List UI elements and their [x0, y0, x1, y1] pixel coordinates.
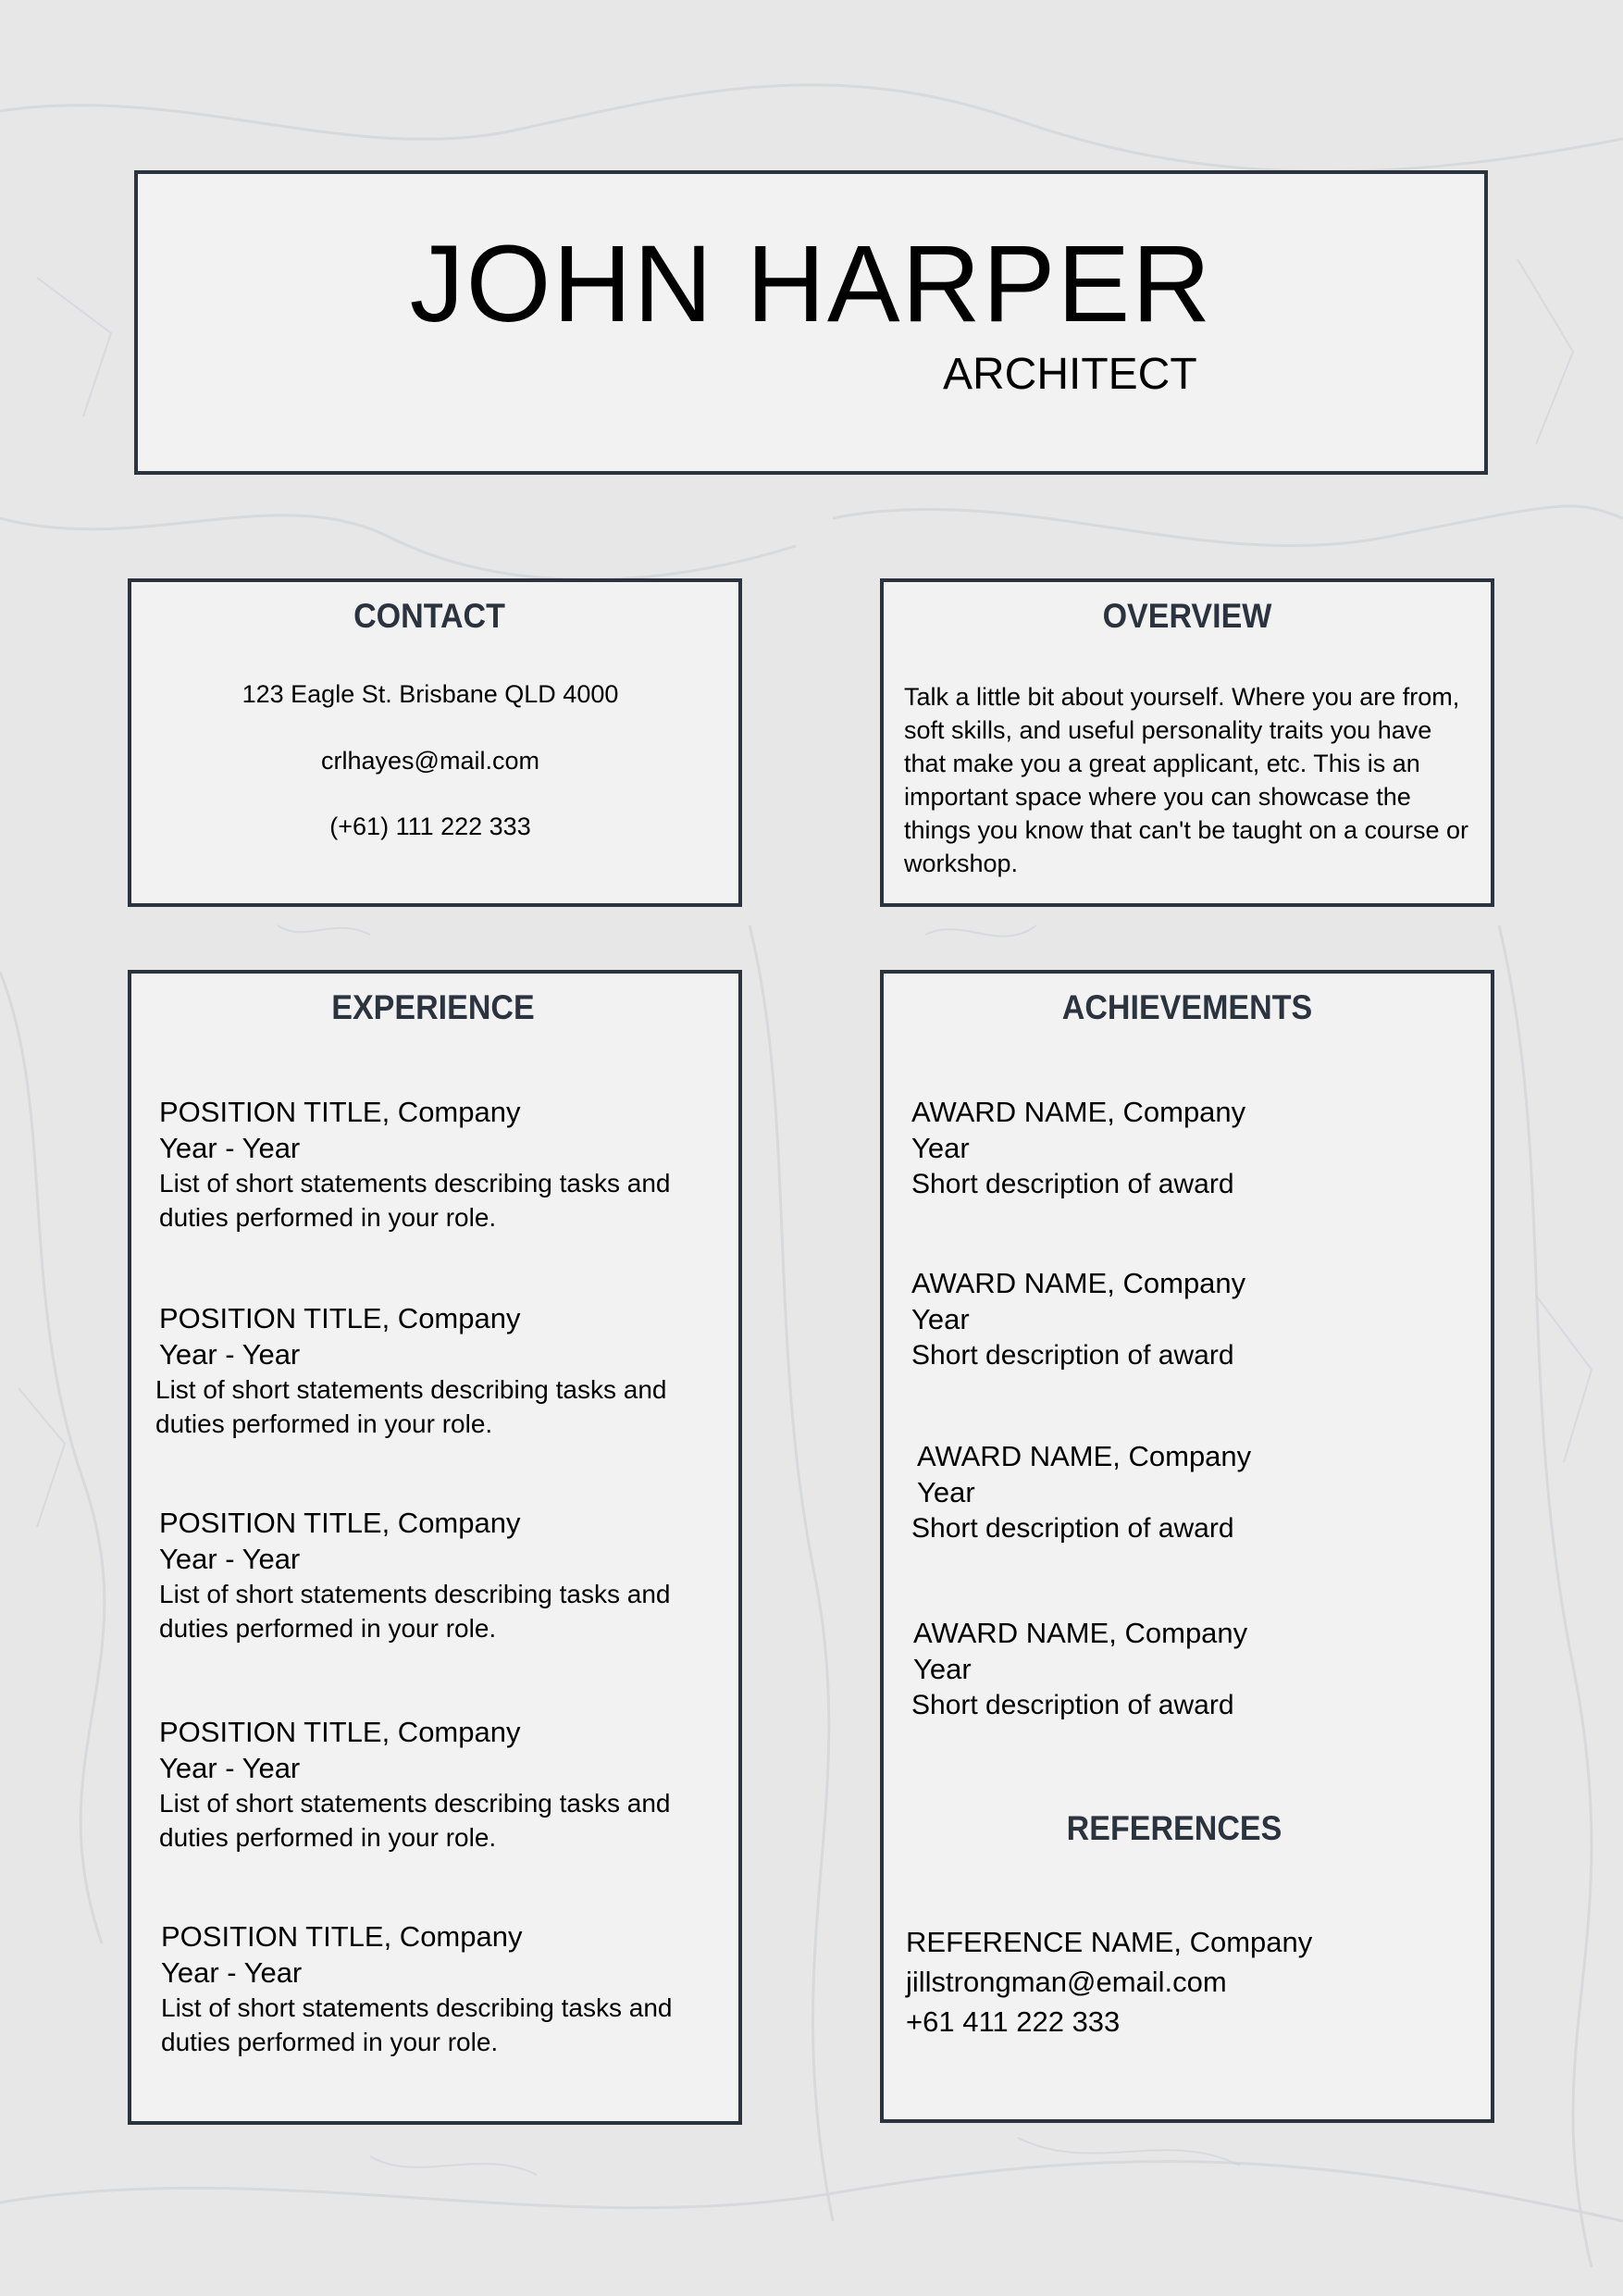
contact-section	[128, 578, 742, 907]
overview-heading: OVERVIEW	[1102, 597, 1272, 635]
award-title: AWARD NAME, Company	[911, 1096, 1246, 1128]
position-years: Year - Year	[159, 1132, 301, 1164]
reference-name: REFERENCE NAME, Company	[906, 1926, 1313, 1958]
contact-address: 123 Eagle St. Brisbane QLD 4000	[242, 680, 619, 708]
overview-section	[880, 578, 1494, 907]
experience-section	[128, 970, 742, 2125]
experience-entry	[161, 1918, 716, 2059]
award-description: Short description of award	[911, 1690, 1234, 1720]
award-year: Year	[911, 1132, 970, 1164]
award-year: Year	[917, 1476, 975, 1508]
award-entry	[911, 1438, 1467, 1546]
experience-heading: EXPERIENCE	[331, 988, 535, 1026]
award-title: AWARD NAME, Company	[913, 1617, 1248, 1649]
references-heading: REFERENCES	[1066, 1809, 1282, 1847]
position-years: Year - Year	[161, 1956, 303, 1989]
experience-entry	[159, 1714, 714, 1855]
position-description: List of short statements describing tasks and duties performed in your role.	[159, 1580, 671, 1643]
position-description: List of short statements describing tasks and duties performed in your role.	[159, 1169, 671, 1232]
position-years: Year - Year	[159, 1752, 301, 1784]
award-year: Year	[913, 1653, 972, 1685]
award-entry	[911, 1265, 1467, 1373]
award-title: AWARD NAME, Company	[917, 1440, 1252, 1472]
header-box	[134, 170, 1488, 475]
position-title: POSITION TITLE, Company	[159, 1716, 521, 1748]
award-entry	[913, 1615, 1467, 1723]
position-title: POSITION TITLE, Company	[159, 1096, 521, 1128]
position-description: List of short statements describing tasks and duties performed in your role.	[159, 1789, 671, 1852]
award-title: AWARD NAME, Company	[911, 1267, 1246, 1299]
award-year: Year	[911, 1303, 970, 1335]
reference-email: jillstrongman@email.com	[906, 1966, 1227, 1998]
achievements-heading: ACHIEVEMENTS	[1061, 988, 1313, 1026]
experience-entry	[159, 1505, 714, 1645]
contact-email: crlhayes@mail.com	[321, 747, 539, 775]
position-title: POSITION TITLE, Company	[159, 1507, 521, 1539]
experience-entry	[159, 1094, 714, 1235]
award-description: Short description of award	[911, 1340, 1234, 1371]
overview-text: Talk a little bit about yourself. Where you are from, soft skills, and useful personality traits you have that make you a great applicant, etc. This is an important space where you can showcase the things you know that can't be taught on a course or workshop.	[904, 683, 1469, 877]
contact-phone: (+61) 111 222 333	[329, 813, 531, 840]
award-description: Short description of award	[911, 1169, 1234, 1199]
award-entry	[911, 1094, 1467, 1202]
position-description: List of short statements describing tasks and duties performed in your role.	[155, 1375, 667, 1438]
experience-entry	[155, 1300, 711, 1441]
candidate-role: ARCHITECT	[943, 350, 1197, 399]
award-description: Short description of award	[911, 1513, 1234, 1544]
position-years: Year - Year	[159, 1338, 301, 1371]
candidate-name: JOHN HARPER	[409, 223, 1213, 345]
reference-phone: +61 411 222 333	[906, 2005, 1121, 2038]
position-title: POSITION TITLE, Company	[161, 1920, 523, 1953]
reference-entry	[906, 1922, 1312, 2042]
contact-heading: CONTACT	[353, 597, 505, 635]
position-years: Year - Year	[159, 1543, 301, 1575]
position-description: List of short statements describing tasks and duties performed in your role.	[161, 1993, 673, 2056]
achievements-section	[880, 970, 1494, 2123]
position-title: POSITION TITLE, Company	[159, 1302, 521, 1334]
